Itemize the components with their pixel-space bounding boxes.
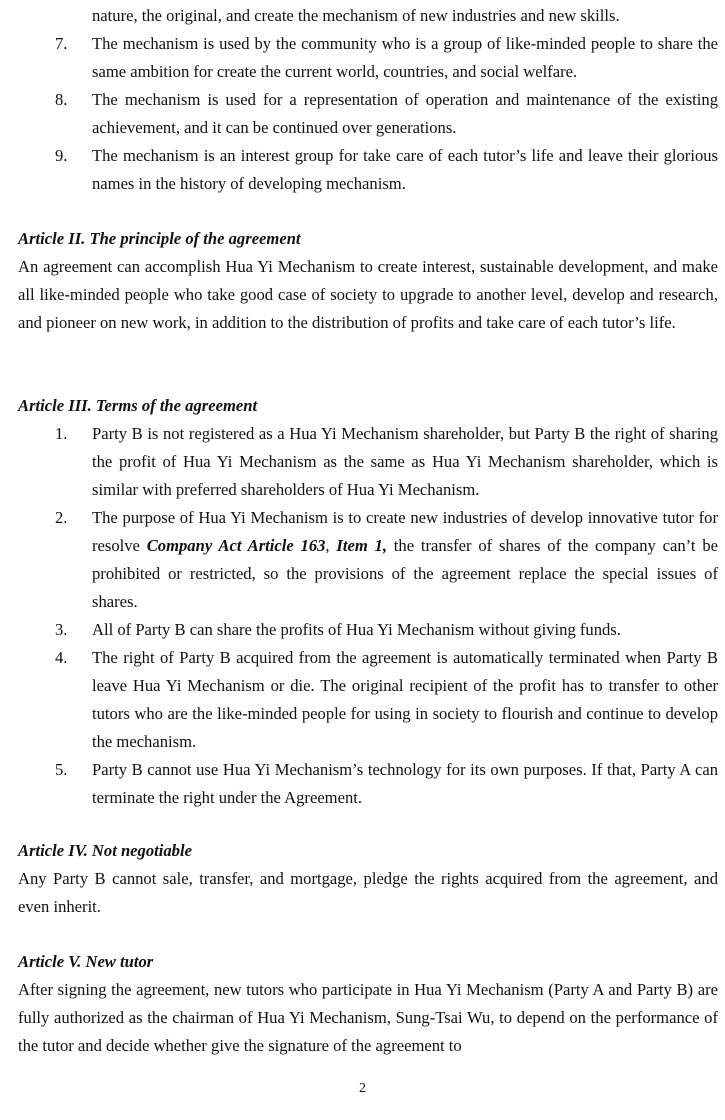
company-act-reference: Company Act Article 163 — [146, 536, 326, 555]
article-4-section — [18, 837, 718, 921]
list-item-text: The mechanism is an interest group for take care of each tutor’s life and leave their glorious names in the history of developing mechanism. — [92, 146, 718, 193]
list-item-text: nature, the original, and create the mechanism of new industries and new skills. — [92, 6, 620, 25]
term-2-text-end: the transfer of shares of the company can’t be prohibited or restricted, so the provisions of the agreement replace the special issues of shares. — [92, 536, 718, 611]
list-item-number: 4. — [55, 648, 68, 667]
article-2-section — [18, 225, 718, 337]
article-2-title: Article II. The principle of the agreement — [18, 229, 301, 248]
list-item-text: All of Party B can share the profits of Hua Yi Mechanism without giving funds. — [92, 620, 621, 639]
list-item-number: 9. — [55, 146, 68, 165]
list-item — [18, 644, 718, 756]
list-item-number: 1. — [55, 424, 68, 443]
intro-list — [18, 2, 718, 198]
list-item — [18, 616, 718, 644]
list-item-text: Party B cannot use Hua Yi Mechanism’s technology for its own purposes. If that, Party A can terminate the right under the Agreement. — [92, 760, 718, 807]
list-item — [18, 2, 718, 30]
list-item-text: Party B is not registered as a Hua Yi Mechanism shareholder, but Party B the right of sharing the profit of Hua Yi Mechanism as the same as Hua Yi Mechanism shareholder, which is similar with preferred shareholders of Hua Yi Mechanism. — [92, 424, 718, 499]
term-2-separator: , — [325, 536, 337, 555]
article-4-body: Any Party B cannot sale, transfer, and mortgage, pledge the rights acquired from the agreement, and even inherit. — [18, 869, 718, 916]
term-2-text-start: The purpose of Hua Yi Mechanism is to create new industries of develop innovative tutor for resolve — [92, 508, 718, 555]
article-3-title: Article III. Terms of the agreement — [18, 396, 258, 415]
article-5-body: After signing the agreement, new tutors who participate in Hua Yi Mechanism (Party A and Party B) are fully authorized as the chairman of Hua Yi Mechanism, Sung-Tsai Wu, to depend on the performance of the tutor and decide whether give the signature of the agreement to — [18, 980, 718, 1055]
list-item-number: 7. — [55, 34, 68, 53]
list-item-number: 5. — [55, 760, 68, 779]
article-4-title: Article IV. Not negotiable — [18, 841, 192, 860]
list-item — [18, 30, 718, 86]
article-5-title: Article V. New tutor — [18, 952, 154, 971]
list-item-number: 2. — [55, 508, 68, 527]
list-item — [18, 142, 718, 198]
list-item — [18, 756, 718, 812]
article-3-section — [18, 392, 718, 812]
article-5-section — [18, 948, 718, 1060]
list-item-text — [92, 504, 718, 616]
item-reference: Item 1, — [336, 536, 387, 555]
list-item-text: The mechanism is used for a representation of operation and maintenance of the existing achievement, and it can be continued over generations. — [92, 90, 718, 137]
list-item-number: 3. — [55, 620, 68, 639]
article-3-terms-list — [18, 420, 718, 812]
list-item — [18, 420, 718, 504]
list-item-text: The mechanism is used by the community who is a group of like-minded people to share the same ambition for create the current world, countries, and social welfare. — [92, 34, 718, 81]
article-2-body: An agreement can accomplish Hua Yi Mechanism to create interest, sustainable development, and make all like-minded people who take good case of society to upgrade to another level, develop and research, and pioneer on new work, in addition to the distribution of profits and take care of each tutor’s life. — [18, 257, 718, 332]
list-item — [18, 86, 718, 142]
page-number: 2 — [359, 1081, 366, 1096]
intro-list-section — [18, 2, 718, 198]
list-item-text: The right of Party B acquired from the agreement is automatically terminated when Party B leave Hua Yi Mechanism or die. The original recipient of the profit has to transfer to other tutors who are the like-minded people for using in society to flourish and continue to develop the mechanism. — [92, 648, 718, 751]
list-item — [18, 504, 718, 616]
list-item-number: 8. — [55, 90, 68, 109]
